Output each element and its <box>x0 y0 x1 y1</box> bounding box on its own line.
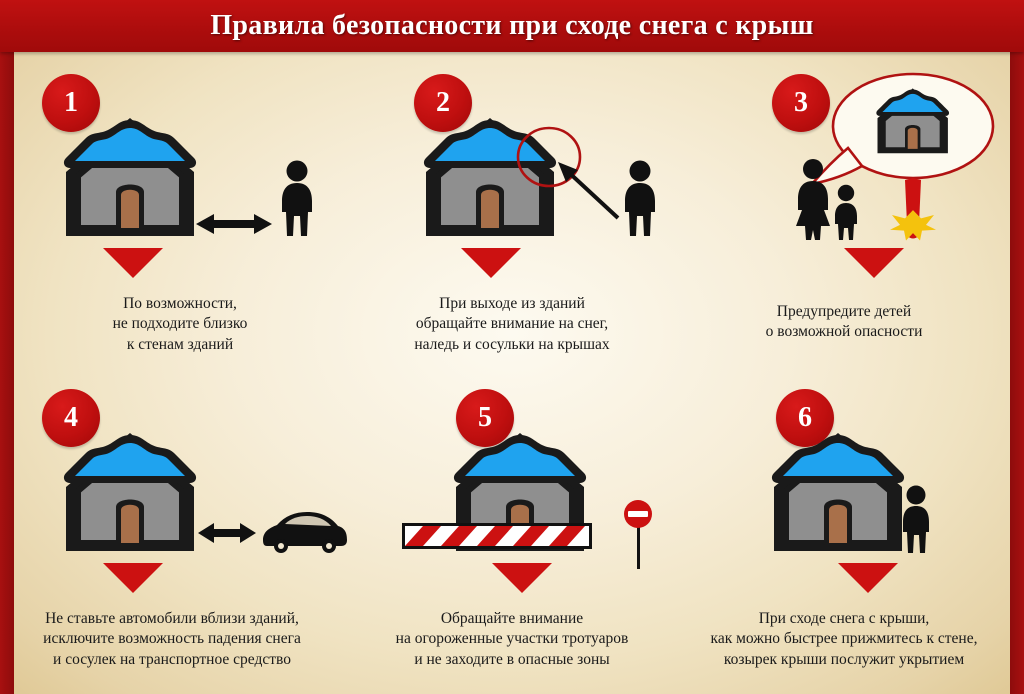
rules-grid <box>14 52 1010 694</box>
rule-number-badge-6: 6 <box>776 389 834 447</box>
caption-line: не подходите близко <box>112 315 248 333</box>
right-red-band <box>1010 0 1024 694</box>
caption-line: обращайте внимание на снег, <box>415 315 609 333</box>
rule-illustration-2 <box>346 52 678 270</box>
rule-card-6 <box>678 373 1010 694</box>
rule-card-4 <box>14 373 346 694</box>
rule-illustration-3 <box>678 52 1010 270</box>
house-icon <box>56 110 204 244</box>
distance-arrow-icon <box>194 212 274 236</box>
down-arrow-icon <box>838 563 898 593</box>
caption-line: о возможной опасности <box>765 323 923 341</box>
down-arrow-icon <box>103 563 163 593</box>
caption-line: исключите возможность падения снега <box>43 630 301 648</box>
rule-number-badge-3: 3 <box>772 74 830 132</box>
no-entry-sign-icon <box>622 499 656 569</box>
rule-number-badge-1: 1 <box>42 74 100 132</box>
caption-line: и не заходите в опасные зоны <box>414 650 610 668</box>
rule-card-2 <box>346 52 678 373</box>
down-arrow-icon <box>461 248 521 278</box>
caption-line: и сосулек на транспортное средство <box>53 650 291 668</box>
distance-arrow-icon <box>196 521 258 545</box>
person-icon <box>279 160 315 238</box>
rule-illustration-4 <box>14 373 346 591</box>
rule-caption-6 <box>678 609 1010 670</box>
caption-line: Предупредите детей <box>776 303 912 320</box>
caption-line: При выходе из зданий <box>439 295 585 312</box>
down-arrow-icon <box>844 248 904 278</box>
caption-line: Обращайте внимание <box>440 610 584 627</box>
person-icon <box>900 485 932 555</box>
down-arrow-icon <box>492 563 552 593</box>
page-title: Правила безопасности при сходе снега с крыш <box>210 10 814 41</box>
rule-caption-5 <box>346 609 678 670</box>
left-red-band <box>0 0 14 694</box>
caption-line: По возможности, <box>123 295 237 312</box>
rule-number-badge-5: 5 <box>456 389 514 447</box>
rule-illustration-1 <box>14 52 346 270</box>
rule-illustration-6 <box>678 373 1010 591</box>
rule-caption-1 <box>14 294 346 355</box>
caption-line: наледь и сосульки на крышах <box>414 335 610 353</box>
child-icon <box>830 184 862 242</box>
person-icon <box>622 160 658 238</box>
pointer-arrow-icon <box>544 152 624 231</box>
down-arrow-icon <box>103 248 163 278</box>
rule-card-5 <box>346 373 678 694</box>
caption-line: на огороженные участки тротуаров <box>395 630 629 648</box>
caption-line: как можно быстрее прижмитесь к стене, <box>710 630 978 648</box>
house-icon <box>764 425 912 559</box>
car-icon <box>259 508 349 554</box>
barrier-fence-icon <box>402 523 592 549</box>
poster-title-bar <box>0 0 1024 52</box>
rule-number-badge-2: 2 <box>414 74 472 132</box>
caption-line: к стенам зданий <box>126 335 234 353</box>
caption-line: При сходе снега с крыши, <box>758 610 930 627</box>
house-icon <box>56 425 204 559</box>
rule-caption-2 <box>346 294 678 355</box>
rule-card-3 <box>678 52 1010 373</box>
rule-card-1 <box>14 52 346 373</box>
caption-line: козырек крыши послужит укрытием <box>723 650 965 668</box>
caption-line: Не ставьте автомобили вблизи зданий, <box>45 610 299 627</box>
rule-number-badge-4: 4 <box>42 389 100 447</box>
rule-caption-4 <box>6 609 338 670</box>
rule-illustration-5 <box>346 373 678 591</box>
rule-caption-3 <box>678 302 1010 343</box>
